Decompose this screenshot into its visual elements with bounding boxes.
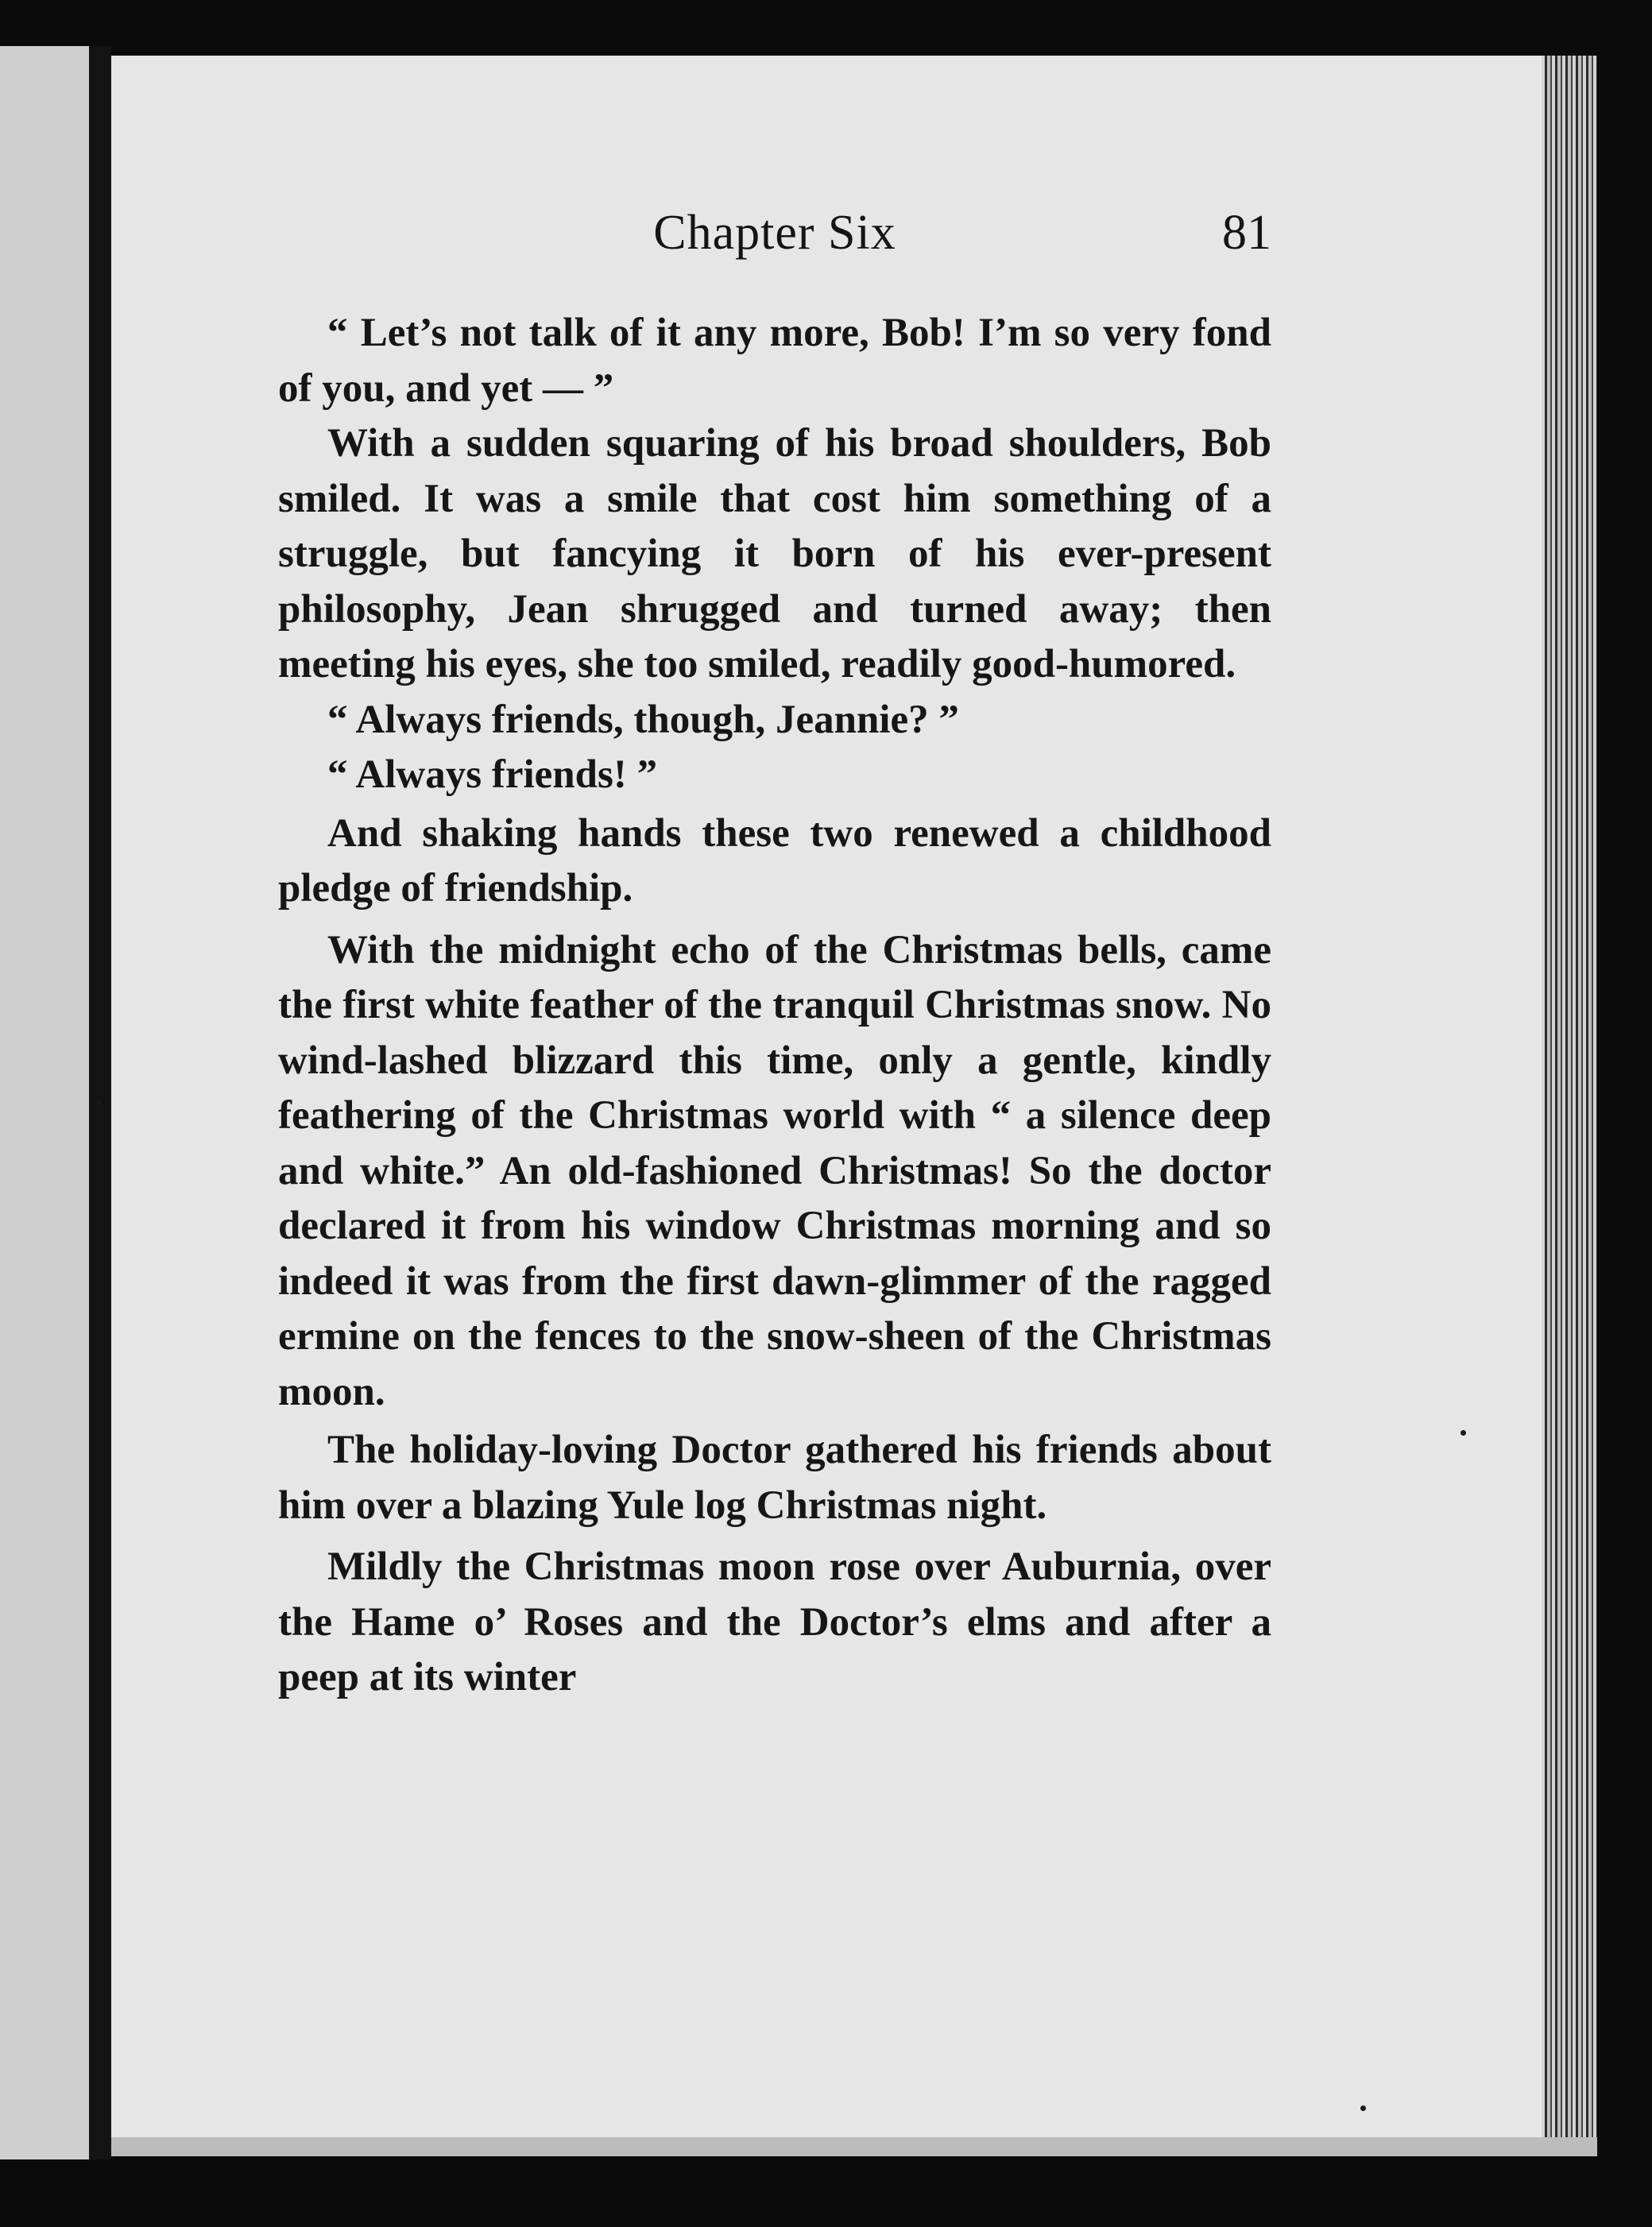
running-head: Chapter Six bbox=[653, 206, 896, 260]
paragraph: Mildly the Christmas moon rose over Auburnia, over the Hame o’ Roses and the Doctor’s elms and after a peep at its winter bbox=[278, 1545, 1271, 1699]
paragraph: And shaking hands these two renewed a childhood pledge of friendship. bbox=[278, 810, 1271, 911]
previous-page-edge bbox=[0, 46, 89, 2159]
paragraph: “ Always friends, though, Jeannie? ” bbox=[327, 697, 959, 742]
body-text bbox=[278, 306, 1271, 1706]
dust-speck bbox=[97, 1100, 101, 1104]
paragraph: “ Always friends! ” bbox=[327, 752, 658, 797]
dust-speck bbox=[1360, 2105, 1366, 2111]
paragraph: “ Let’s not talk of it any more, Bob! I’m so very fond of you, and yet — ” bbox=[278, 311, 1271, 411]
dust-speck bbox=[1460, 1430, 1466, 1436]
stacked-page-edges bbox=[1542, 56, 1597, 2137]
page-number: 81 bbox=[1222, 206, 1271, 260]
bottom-page-edge bbox=[111, 2137, 1597, 2156]
paragraph: With the midnight echo of the Christmas bells, came the first white feather of the tranquil Christmas snow. No wind-lashed blizzard this time, only a gentle, kindly feathering of the Christmas world with “ a silence deep and white.” An old-fashioned Christmas! So the doctor declared it from his window Christmas morning and so indeed it was from the first dawn-glimmer of the ragged ermine on the fences to the snow-sheen of the Christmas moon. bbox=[278, 927, 1271, 1414]
page-header bbox=[278, 205, 1271, 276]
paragraph: The holiday-loving Doctor gathered his friends about him over a blazing Yule log Christmas night. bbox=[278, 1428, 1271, 1528]
paragraph: With a sudden squaring of his broad shoulders, Bob smiled. It was a smile that cost him something of a struggle, but fancying it born of his ever-present philosophy, Jean shrugged and turned away; then meeting his eyes, she too smiled, readily good-humored. bbox=[278, 421, 1271, 686]
